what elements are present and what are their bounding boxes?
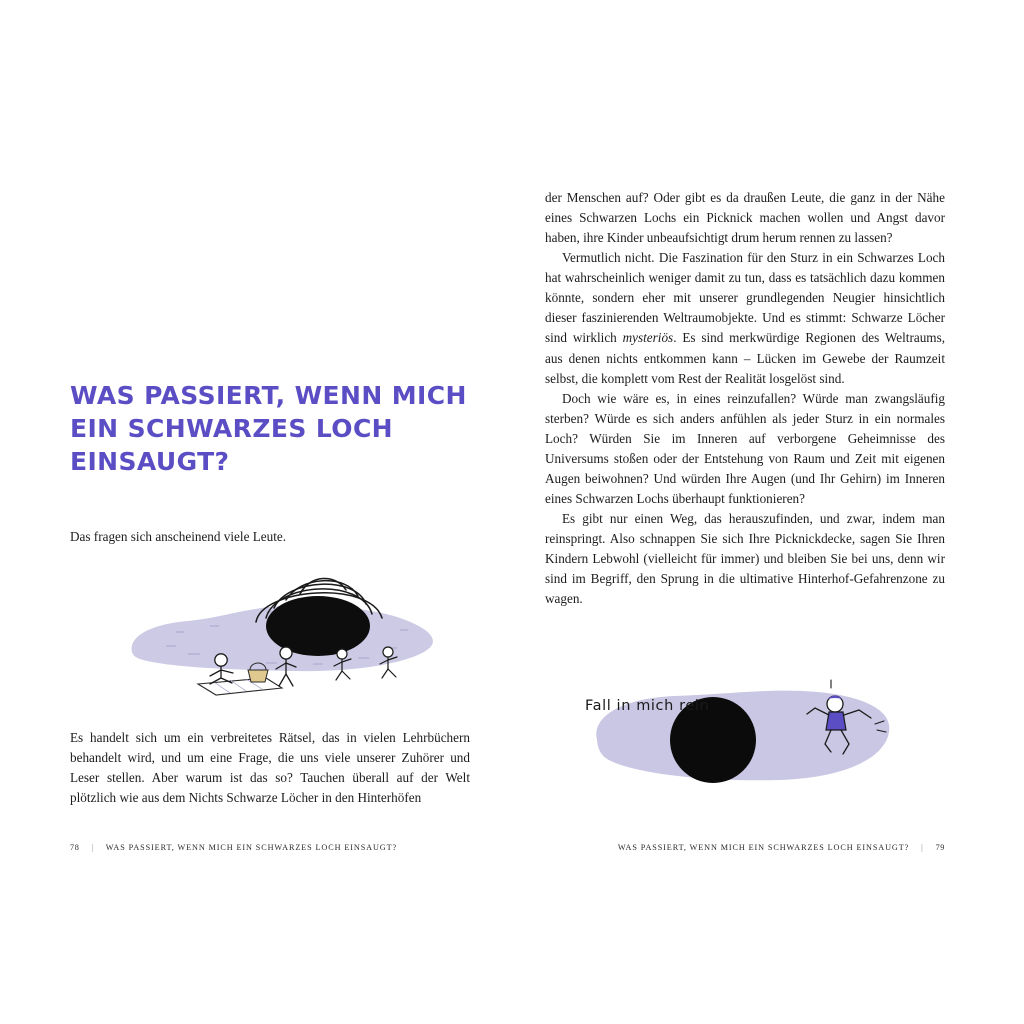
paragraph-part: . Es sind merkwürdige Regionen des Weltraums, aus denen nichts entkommen kann – Lücken im Gewebe der Raumzeit selbst, die komplett vom Rest der Realität losgelöst sind. — [545, 330, 945, 386]
footer-left — [70, 843, 397, 852]
left-after-figure-text — [70, 728, 470, 808]
running-head: WAS PASSIERT, WENN MICH EIN SCHWARZES LOCH EINSAUGT? — [105, 843, 398, 852]
footer-separator: | — [91, 843, 94, 852]
running-head: WAS PASSIERT, WENN MICH EIN SCHWARZES LOCH EINSAUGT? — [617, 843, 910, 852]
speech-text: Fall in mich rein — [585, 698, 710, 714]
page-number: 78 — [70, 843, 80, 852]
paragraph: Es handelt sich um ein verbreitetes Rätsel, das in vielen Lehrbüchern behandelt wird, und um eine Frage, die uns viele unserer Zuhörer und Leser stellen. Aber warum ist das so? Tauchen überall auf der Welt plötzlich wie aus dem Nichts Schwarze Löcher in den Hinterhöfen — [70, 730, 470, 806]
picnic-black-hole-illustration — [70, 560, 470, 705]
left-lead-text — [70, 527, 470, 547]
right-page — [545, 0, 985, 1024]
paragraph: Es gibt nur einen Weg, das herauszufinden, und zwar, indem man reinspringt. Also schnappen Sie sich Ihre Picknickdecke, sagen Sie Ihren Kindern Lebwohl (vielleicht für immer) und bleiben Sie bei uns, denn wir sind im Begriff, den Sprung in die ultimative Hinterhof-Gefahrenzone zu wagen. — [545, 511, 945, 607]
falling-into-black-hole-illustration — [545, 668, 945, 808]
paragraph: Das fragen sich anscheinend viele Leute. — [70, 529, 287, 544]
paragraph: der Menschen auf? Oder gibt es da draußen Leute, die ganz in der Nähe eines Schwarzen Lochs ein Picknick machen wollen und Angst davor haben, ihre Kinder unbeaufsichtigt drum herum rennen zu lassen? — [545, 190, 945, 246]
chapter-title: WAS PASSIERT, WENN MICH EIN SCHWARZES LOCH EINSAUGT? — [70, 380, 467, 476]
italic-emphasis: mysteriös — [622, 330, 674, 346]
right-column-text — [545, 188, 945, 609]
footer-right — [545, 843, 945, 852]
paragraph-part: Vermutlich nicht. Die Faszination für den Sturz in ein Schwarzes Loch hat wahrscheinlich weniger damit zu tun, dass es tatsächlich dazu kommen könnte, sondern eher mit unserer grundlegenden Neugier hinsichtlich dieser faszinierenden Weltraumobjekte. Und es stimmt: Schwarze Löcher sind wirklich — [545, 250, 945, 346]
paragraph — [545, 248, 945, 388]
paragraph: Doch wie wäre es, in eines reinzufallen? Würde man zwangsläufig sterben? Würde es sich anders anfühlen als jeder Sturz in ein normales Loch? Würden Sie im Inneren auf verborgene Geheimnisse des Universums stoßen oder der Entstehung von Raum und Zeit mit eigenen Augen beiwohnen? Und würden Ihre Augen (und Ihr Gehirn) im Inneren eines Schwarzen Lochs überhaupt funktionieren? — [545, 390, 945, 506]
footer-separator: | — [921, 843, 924, 852]
left-page — [40, 0, 490, 1024]
page-number: 79 — [935, 843, 945, 852]
